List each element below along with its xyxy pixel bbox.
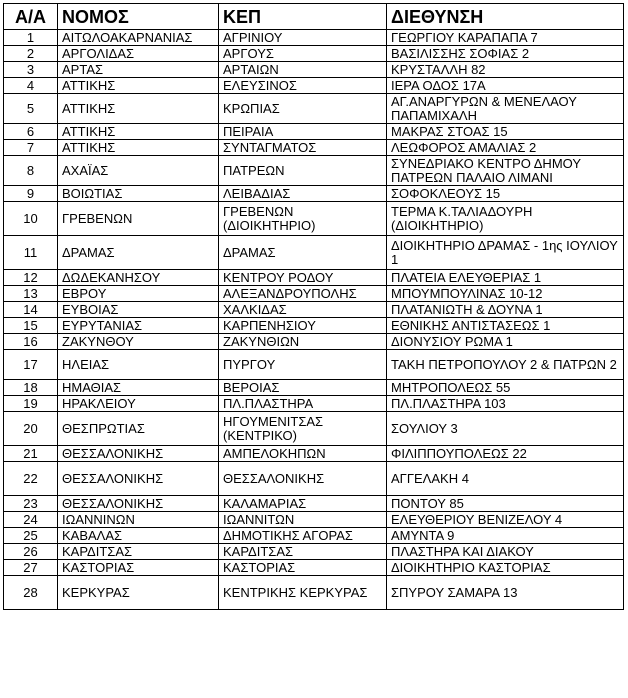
kep-name-cell: ΣΥΝΤΑΓΜΑΤΟΣ [219, 140, 387, 156]
address-cell: ΠΛΑΤΑΝΙΩΤΗ & ΔΟΥΝΑ 1 [387, 302, 624, 318]
row-number-cell: 13 [4, 286, 58, 302]
address-cell: ΣΟΥΛΙΟΥ 3 [387, 412, 624, 446]
table-row [4, 236, 624, 270]
address-cell: ΓΕΩΡΓΙΟΥ ΚΑΡΑΠΑΠΑ 7 [387, 30, 624, 46]
prefecture-cell: ΒΟΙΩΤΙΑΣ [58, 186, 219, 202]
table-row [4, 156, 624, 186]
table-row [4, 528, 624, 544]
row-number-cell: 23 [4, 496, 58, 512]
prefecture-cell: ΑΧΑΪΑΣ [58, 156, 219, 186]
header-kep: ΚΕΠ [219, 4, 387, 30]
kep-name-cell: ΠΕΙΡΑΙΑ [219, 124, 387, 140]
prefecture-cell: ΘΕΣΣΑΛΟΝΙΚΗΣ [58, 462, 219, 496]
address-cell: ΑΓΓΕΛΑΚΗ 4 [387, 462, 624, 496]
address-cell: ΤΕΡΜΑ Κ.ΤΑΛΙΑΔΟΥΡΗ (ΔΙΟΙΚΗΤΗΡΙΟ) [387, 202, 624, 236]
row-number-cell: 15 [4, 318, 58, 334]
kep-name-cell: ΙΩΑΝΝΙΤΩΝ [219, 512, 387, 528]
table-row [4, 78, 624, 94]
address-cell: ΣΠΥΡΟΥ ΣΑΜΑΡΑ 13 [387, 576, 624, 610]
header-aa: Α/Α [4, 4, 58, 30]
prefecture-cell: ΑΤΤΙΚΗΣ [58, 140, 219, 156]
row-number-cell: 26 [4, 544, 58, 560]
prefecture-cell: ΗΜΑΘΙΑΣ [58, 380, 219, 396]
address-cell: ΦΙΛΙΠΠΟΥΠΟΛΕΩΣ 22 [387, 446, 624, 462]
kep-name-cell: ΚΕΝΤΡΟΥ ΡΟΔΟΥ [219, 270, 387, 286]
prefecture-cell: ΘΕΣΣΑΛΟΝΙΚΗΣ [58, 446, 219, 462]
kep-name-cell: ΖΑΚΥΝΘΙΩΝ [219, 334, 387, 350]
table-row [4, 334, 624, 350]
prefecture-cell: ΑΙΤΩΛΟΑΚΑΡΝΑΝΙΑΣ [58, 30, 219, 46]
prefecture-cell: ΔΡΑΜΑΣ [58, 236, 219, 270]
prefecture-cell: ΕΒΡΟΥ [58, 286, 219, 302]
kep-name-cell: ΠΛ.ΠΛΑΣΤΗΡΑ [219, 396, 387, 412]
row-number-cell: 22 [4, 462, 58, 496]
prefecture-cell: ΑΡΓΟΛΙΔΑΣ [58, 46, 219, 62]
table-row [4, 446, 624, 462]
row-number-cell: 28 [4, 576, 58, 610]
kep-name-cell: ΒΕΡΟΙΑΣ [219, 380, 387, 396]
kep-name-cell: ΛΕΙΒΑΔΙΑΣ [219, 186, 387, 202]
prefecture-cell: ΑΤΤΙΚΗΣ [58, 78, 219, 94]
address-cell: ΔΙΟΙΚΗΤΗΡΙΟ ΔΡΑΜΑΣ - 1ης ΙΟΥΛΙΟΥ 1 [387, 236, 624, 270]
row-number-cell: 12 [4, 270, 58, 286]
kep-name-cell: ΑΓΡΙΝΙΟΥ [219, 30, 387, 46]
address-cell: ΔΙΟΝΥΣΙΟΥ ΡΩΜΑ 1 [387, 334, 624, 350]
address-cell: ΙΕΡΑ ΟΔΟΣ 17Α [387, 78, 624, 94]
address-cell: ΠΛΑΤΕΙΑ ΕΛΕΥΘΕΡΙΑΣ 1 [387, 270, 624, 286]
row-number-cell: 5 [4, 94, 58, 124]
kep-name-cell: ΓΡΕΒΕΝΩΝ (ΔΙΟΙΚΗΤΗΡΙΟ) [219, 202, 387, 236]
row-number-cell: 8 [4, 156, 58, 186]
prefecture-cell: ΚΑΣΤΟΡΙΑΣ [58, 560, 219, 576]
prefecture-cell: ΚΑΡΔΙΤΣΑΣ [58, 544, 219, 560]
table-row [4, 302, 624, 318]
table-row [4, 30, 624, 46]
table-row [4, 202, 624, 236]
row-number-cell: 17 [4, 350, 58, 380]
kep-name-cell: ΚΑΛΑΜΑΡΙΑΣ [219, 496, 387, 512]
table-row [4, 46, 624, 62]
table-row [4, 186, 624, 202]
address-cell: ΒΑΣΙΛΙΣΣΗΣ ΣΟΦΙΑΣ 2 [387, 46, 624, 62]
kep-name-cell: ΚΑΡΠΕΝΗΣΙΟΥ [219, 318, 387, 334]
header-row [4, 4, 624, 30]
row-number-cell: 3 [4, 62, 58, 78]
prefecture-cell: ΔΩΔΕΚΑΝΗΣΟΥ [58, 270, 219, 286]
table-row [4, 380, 624, 396]
address-cell: ΚΡΥΣΤΑΛΛΗ 82 [387, 62, 624, 78]
row-number-cell: 21 [4, 446, 58, 462]
kep-name-cell: ΚΑΣΤΟΡΙΑΣ [219, 560, 387, 576]
prefecture-cell: ΑΡΤΑΣ [58, 62, 219, 78]
row-number-cell: 14 [4, 302, 58, 318]
prefecture-cell: ΑΤΤΙΚΗΣ [58, 94, 219, 124]
address-cell: ΔΙΟΙΚΗΤΗΡΙΟ ΚΑΣΤΟΡΙΑΣ [387, 560, 624, 576]
prefecture-cell: ΕΥΡΥΤΑΝΙΑΣ [58, 318, 219, 334]
address-cell: ΑΜΥΝΤΑ 9 [387, 528, 624, 544]
address-cell: ΠΟΝΤΟΥ 85 [387, 496, 624, 512]
address-cell: ΑΓ.ΑΝΑΡΓΥΡΩΝ & ΜΕΝΕΛΑΟΥ ΠΑΠΑΜΙΧΑΛΗ [387, 94, 624, 124]
address-cell: ΣΥΝΕΔΡΙΑΚΟ ΚΕΝΤΡΟ ΔΗΜΟΥ ΠΑΤΡΕΩΝ ΠΑΛΑΙΟ ΛΙΜΑΝΙ [387, 156, 624, 186]
kep-name-cell: ΘΕΣΣΑΛΟΝΙΚΗΣ [219, 462, 387, 496]
kep-name-cell: ΕΛΕΥΣΙΝΟΣ [219, 78, 387, 94]
kep-name-cell: ΑΡΓΟΥΣ [219, 46, 387, 62]
row-number-cell: 19 [4, 396, 58, 412]
row-number-cell: 7 [4, 140, 58, 156]
prefecture-cell: ΗΛΕΙΑΣ [58, 350, 219, 380]
table-row [4, 318, 624, 334]
table-row [4, 396, 624, 412]
address-cell: ΕΛΕΥΘΕΡΙΟΥ ΒΕΝΙΖΕΛΟΥ 4 [387, 512, 624, 528]
table-row [4, 512, 624, 528]
table-row [4, 350, 624, 380]
prefecture-cell: ΙΩΑΝΝΙΝΩΝ [58, 512, 219, 528]
table-row [4, 462, 624, 496]
table-row [4, 560, 624, 576]
kep-name-cell: ΑΡΤΑΙΩΝ [219, 62, 387, 78]
table-row [4, 62, 624, 78]
address-cell: ΠΛΑΣΤΗΡΑ ΚΑΙ ΔΙΑΚΟΥ [387, 544, 624, 560]
table-row [4, 94, 624, 124]
prefecture-cell: ΓΡΕΒΕΝΩΝ [58, 202, 219, 236]
prefecture-cell: ΘΕΣΠΡΩΤΙΑΣ [58, 412, 219, 446]
table-row [4, 576, 624, 610]
prefecture-cell: ΕΥΒΟΙΑΣ [58, 302, 219, 318]
kep-name-cell: ΑΜΠΕΛΟΚΗΠΩΝ [219, 446, 387, 462]
prefecture-cell: ΘΕΣΣΑΛΟΝΙΚΗΣ [58, 496, 219, 512]
row-number-cell: 27 [4, 560, 58, 576]
kep-name-cell: ΚΑΡΔΙΤΣΑΣ [219, 544, 387, 560]
kep-name-cell: ΠΑΤΡΕΩΝ [219, 156, 387, 186]
address-cell: ΤΑΚΗ ΠΕΤΡΟΠΟΥΛΟΥ 2 & ΠΑΤΡΩΝ 2 [387, 350, 624, 380]
table-row [4, 496, 624, 512]
kep-name-cell: ΠΥΡΓΟΥ [219, 350, 387, 380]
table-row [4, 270, 624, 286]
row-number-cell: 9 [4, 186, 58, 202]
kep-table [3, 3, 624, 610]
kep-name-cell: ΔΗΜΟΤΙΚΗΣ ΑΓΟΡΑΣ [219, 528, 387, 544]
header-dieuthynsi: ΔΙΕΘΥΝΣΗ [387, 4, 624, 30]
address-cell: ΜΠΟΥΜΠΟΥΛΙΝΑΣ 10-12 [387, 286, 624, 302]
address-cell: ΜΗΤΡΟΠΟΛΕΩΣ 55 [387, 380, 624, 396]
table-row [4, 412, 624, 446]
address-cell: ΜΑΚΡΑΣ ΣΤΟΑΣ 15 [387, 124, 624, 140]
table-row [4, 286, 624, 302]
table-row [4, 140, 624, 156]
address-cell: ΠΛ.ΠΛΑΣΤΗΡΑ 103 [387, 396, 624, 412]
header-nomos: ΝΟΜΟΣ [58, 4, 219, 30]
address-cell: ΣΟΦΟΚΛΕΟΥΣ 15 [387, 186, 624, 202]
row-number-cell: 4 [4, 78, 58, 94]
prefecture-cell: ΗΡΑΚΛΕΙΟΥ [58, 396, 219, 412]
prefecture-cell: ΖΑΚΥΝΘΟΥ [58, 334, 219, 350]
kep-name-cell: ΚΕΝΤΡΙΚΗΣ ΚΕΡΚΥΡΑΣ [219, 576, 387, 610]
table-body [4, 30, 624, 610]
kep-name-cell: ΧΑΛΚΙΔΑΣ [219, 302, 387, 318]
row-number-cell: 24 [4, 512, 58, 528]
table-row [4, 544, 624, 560]
address-cell: ΕΘΝΙΚΗΣ ΑΝΤΙΣΤΑΣΕΩΣ 1 [387, 318, 624, 334]
kep-name-cell: ΔΡΑΜΑΣ [219, 236, 387, 270]
row-number-cell: 1 [4, 30, 58, 46]
row-number-cell: 6 [4, 124, 58, 140]
table-row [4, 124, 624, 140]
kep-name-cell: ΚΡΩΠΙΑΣ [219, 94, 387, 124]
kep-name-cell: ΗΓΟΥΜΕΝΙΤΣΑΣ (ΚΕΝΤΡΙΚΟ) [219, 412, 387, 446]
row-number-cell: 10 [4, 202, 58, 236]
address-cell: ΛΕΩΦΟΡΟΣ ΑΜΑΛΙΑΣ 2 [387, 140, 624, 156]
prefecture-cell: ΑΤΤΙΚΗΣ [58, 124, 219, 140]
row-number-cell: 25 [4, 528, 58, 544]
row-number-cell: 2 [4, 46, 58, 62]
row-number-cell: 18 [4, 380, 58, 396]
prefecture-cell: ΚΕΡΚΥΡΑΣ [58, 576, 219, 610]
row-number-cell: 11 [4, 236, 58, 270]
kep-name-cell: ΑΛΕΞΑΝΔΡΟΥΠΟΛΗΣ [219, 286, 387, 302]
row-number-cell: 16 [4, 334, 58, 350]
prefecture-cell: ΚΑΒΑΛΑΣ [58, 528, 219, 544]
row-number-cell: 20 [4, 412, 58, 446]
